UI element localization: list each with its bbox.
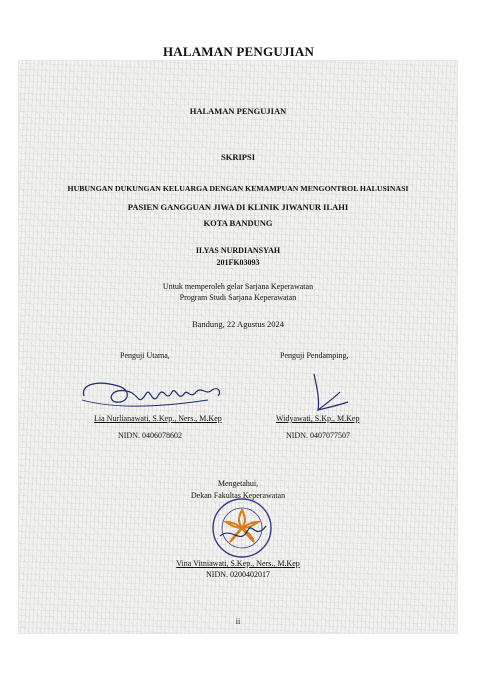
thesis-title-line-2: PASIEN GANGGUAN JIWA DI KLINIK JIWANUR ILAHI (127, 202, 349, 212)
examiner-main-nidn: NIDN. 0406078602 (118, 431, 182, 440)
study-program: Program Studi Sarjana Keperawatan (179, 293, 297, 302)
examiner-main-role: Penguji Utama, (120, 351, 170, 360)
student-name: ILYAS NURDIANSYAH (195, 246, 281, 255)
inner-title: HALAMAN PENGUJIAN (189, 106, 287, 116)
scanned-approval-sheet (18, 60, 458, 634)
examiner-companion-nidn: NIDN. 0407077507 (286, 431, 350, 440)
signature-examiner-main (78, 366, 228, 416)
degree-purpose: Untuk memperoleh gelar Sarjana Keperawatan (162, 282, 314, 291)
thesis-title-line-3: KOTA BANDUNG (203, 218, 273, 228)
faculty-seal-stamp (210, 496, 274, 560)
dean-nidn: NIDN. 0200402017 (206, 570, 270, 579)
place-date: Bandung, 22 Agustus 2024 (191, 319, 285, 329)
thesis-title-line-1: HUBUNGAN DUKUNGAN KELUARGA DENGAN KEMAMPUAN MENGONTROL HALUSINASI (67, 184, 409, 193)
dean-position: Dekan Fakultas Keperawatan (190, 491, 286, 500)
signature-examiner-companion (296, 368, 356, 418)
examiner-companion-role: Penguji Pendamping, (280, 351, 349, 360)
page-heading: HALAMAN PENGUJIAN (162, 44, 315, 59)
examiner-companion-name: Widyawati, S.Kp., M.Kep (276, 414, 360, 423)
examiner-main-name: Lia Nurlianawati, S.Kep., Ners., M.Kep (94, 414, 222, 423)
page-number: ii (235, 617, 241, 626)
dean-name: Vina Vitniawati, S.Kep., Ners., M.Kep (176, 559, 300, 568)
approval-label: Mengetahui, (217, 479, 259, 488)
student-id: 201FK03093 (216, 258, 260, 267)
document-type: SKRIPSI (220, 152, 255, 162)
